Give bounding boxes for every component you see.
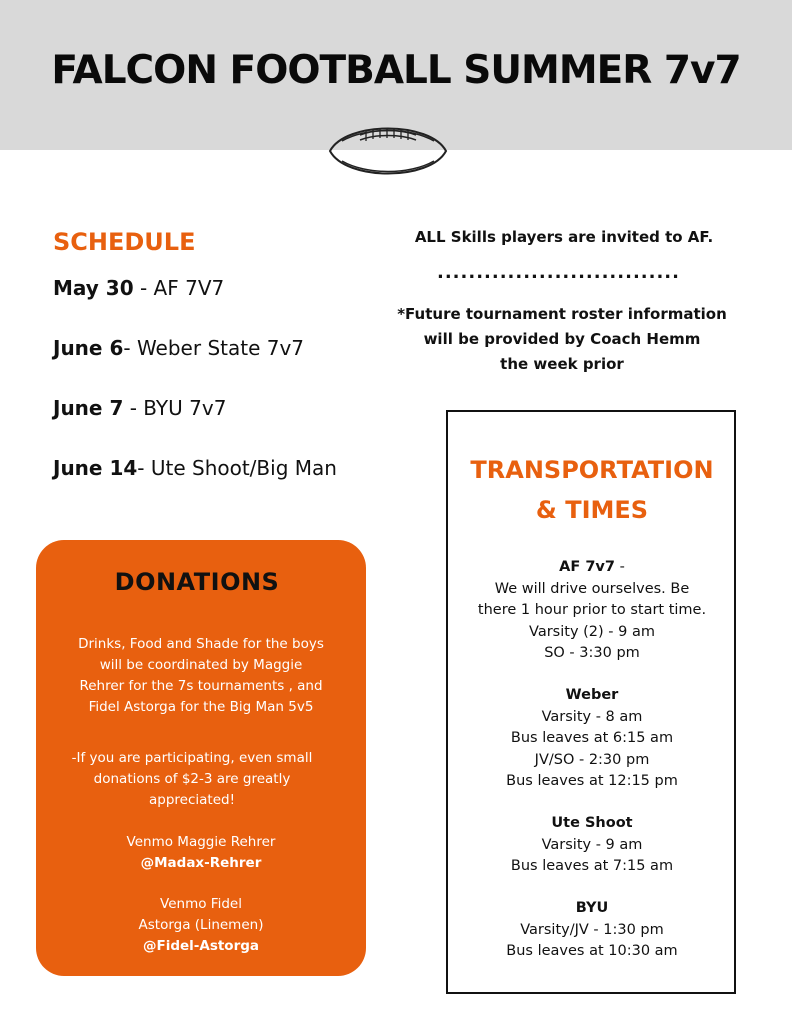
- text-line: JV/SO - 2:30 pm: [534, 751, 650, 768]
- venmo-maggie: [50, 832, 352, 874]
- text-line: Fidel Astorga for the Big Man 5v5: [88, 699, 314, 715]
- schedule-date: June 7: [53, 396, 124, 420]
- af-times: [446, 557, 738, 665]
- text-line: Bus leaves at 6:15 am: [510, 730, 674, 746]
- schedule-item: [53, 336, 304, 360]
- schedule-event: - Weber State 7v7: [123, 336, 305, 360]
- text-line: Varsity/JV - 1:30 pm: [520, 921, 664, 938]
- text-line: Varsity (2) - 9 am: [529, 623, 655, 640]
- venmo-fidel: [50, 894, 352, 957]
- donations-paragraph: [50, 634, 352, 718]
- donations-appeal: [46, 748, 338, 811]
- schedule-event: - AF 7V7: [133, 276, 225, 300]
- dotted-divider: ...............................: [437, 262, 680, 283]
- schedule-item: [53, 276, 224, 300]
- section-title: Ute Shoot: [551, 815, 633, 831]
- schedule-date: June 6: [53, 336, 124, 360]
- heading-line: TRANSPORTATION: [470, 456, 714, 484]
- donations-heading: DONATIONS: [114, 568, 280, 596]
- title-suffix: -: [614, 559, 625, 575]
- venmo-label: Venmo Maggie Rehrer: [126, 834, 276, 850]
- schedule-heading: SCHEDULE: [53, 228, 196, 256]
- invite-note: ALL Skills players are invited to AF.: [414, 228, 714, 246]
- text-line: Varsity - 9 am: [541, 836, 643, 853]
- venmo-label: Venmo Fidel: [160, 896, 242, 912]
- text-line: Drinks, Food and Shade for the boys: [78, 636, 324, 652]
- text-line: Bus leaves at 7:15 am: [510, 858, 674, 874]
- text-line: donations of $2-3 are greatly: [93, 771, 291, 787]
- text-line: We will drive ourselves. Be: [494, 580, 690, 597]
- text-line: SO - 3:30 pm: [544, 645, 640, 661]
- text-line: Rehrer for the 7s tournaments , and: [79, 678, 323, 694]
- text-line: -If you are participating, even small: [71, 750, 313, 766]
- transportation-heading: [446, 450, 738, 530]
- byu-times: [446, 898, 738, 963]
- page-title: FALCON FOOTBALL SUMMER 7v7: [51, 48, 741, 93]
- schedule-event: - Ute Shoot/Big Man: [137, 456, 337, 480]
- venmo-handle[interactable]: @Fidel-Astorga: [142, 938, 260, 954]
- venmo-handle[interactable]: @Madax-Rehrer: [140, 855, 262, 871]
- note-line: *Future tournament roster information: [397, 305, 727, 323]
- schedule-item: [53, 456, 337, 480]
- future-roster-note: [370, 302, 754, 377]
- weber-times: [446, 685, 738, 793]
- football-icon: [326, 115, 450, 187]
- text-line: Varsity - 8 am: [541, 708, 643, 725]
- section-title: Weber: [565, 687, 619, 703]
- schedule-date: May 30: [53, 276, 134, 300]
- text-line: appreciated!: [149, 792, 235, 808]
- venmo-label: Astorga (Linemen): [138, 917, 264, 933]
- schedule-item: [53, 396, 226, 420]
- text-line: Bus leaves at 12:15 pm: [506, 773, 678, 789]
- note-line: will be provided by Coach Hemm: [423, 330, 701, 348]
- ute-times: [446, 813, 738, 878]
- schedule-date: June 14: [53, 456, 138, 480]
- note-line: the week prior: [500, 355, 624, 373]
- text-line: will be coordinated by Maggie: [99, 657, 303, 673]
- text-line: Bus leaves at 10:30 am: [506, 943, 678, 959]
- schedule-event: - BYU 7v7: [123, 396, 227, 420]
- section-title: BYU: [575, 900, 609, 916]
- section-title: AF 7v7: [559, 559, 615, 575]
- heading-line: & TIMES: [535, 496, 649, 524]
- text-line: there 1 hour prior to start time.: [477, 602, 707, 618]
